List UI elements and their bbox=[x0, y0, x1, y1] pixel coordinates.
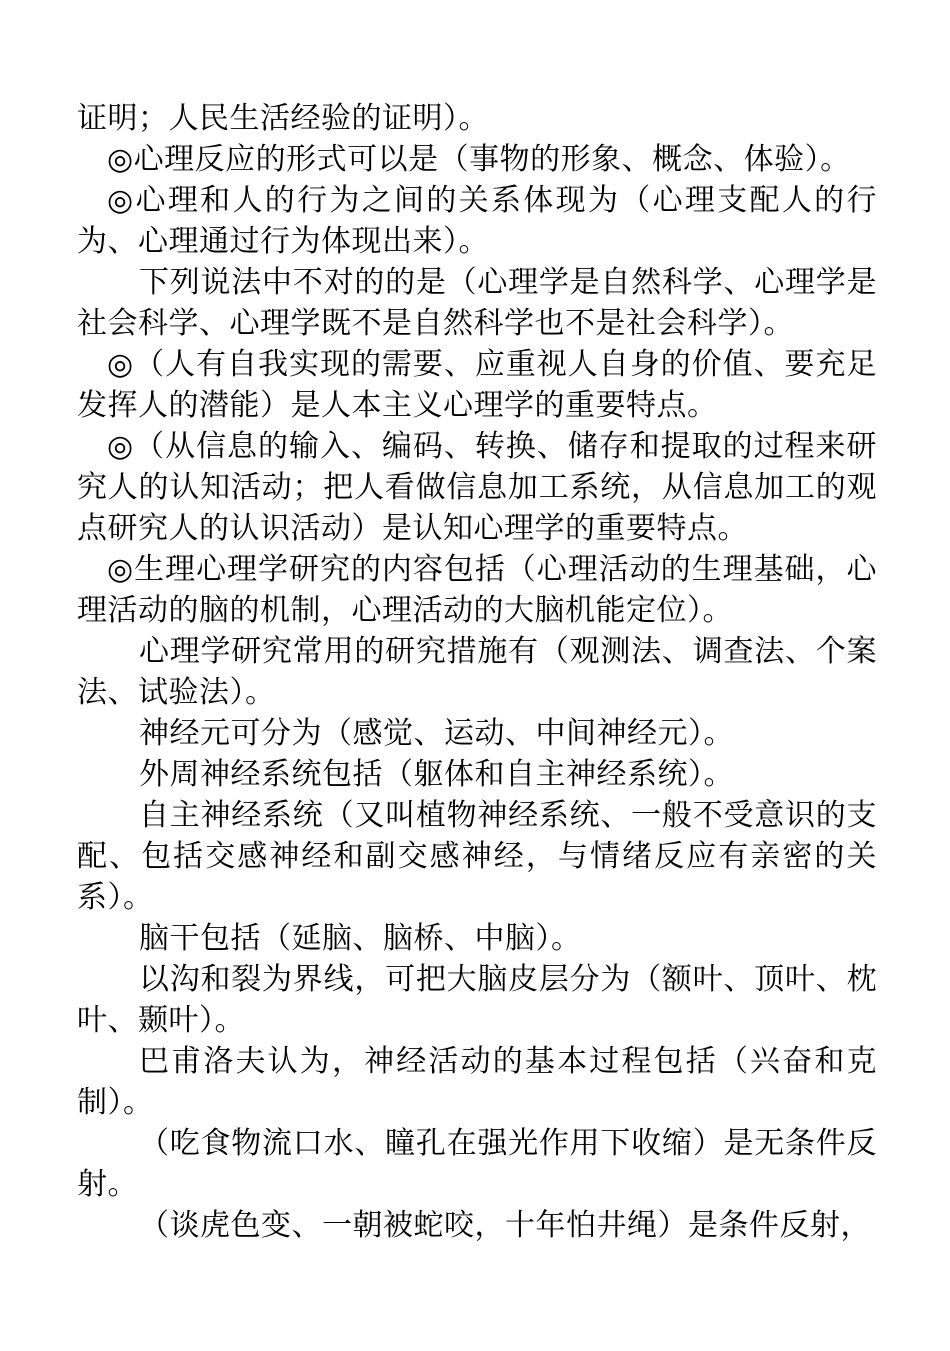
document-page bbox=[77, 98, 877, 1246]
paragraph-5: ◎（人有自我实现的需要、应重视人自身的价值、要充足发挥人的潜能）是人本主义心理学的重要特点。 bbox=[77, 347, 877, 423]
paragraph-15: （吃食物流口水、瞳孔在强光作用下收缩）是无条件反射。 bbox=[77, 1126, 877, 1202]
paragraph-13: 以沟和裂为界线，可把大脑皮层分为（额叶、顶叶、枕叶、颞叶）。 bbox=[77, 962, 877, 1038]
paragraph-12: 脑干包括（延脑、脑桥、中脑）。 bbox=[139, 921, 582, 956]
paragraph-9: 神经元可分为（感觉、运动、中间神经元）。 bbox=[139, 716, 734, 751]
paragraph-2: ◎心理反应的形式可以是（事物的形象、概念、体验）。 bbox=[107, 142, 851, 177]
paragraph-16: （谈虎色变、一朝被蛇咬，十年怕井绳）是条件反射， bbox=[139, 1208, 871, 1243]
paragraph-1: 证明；人民生活经验的证明）。 bbox=[77, 101, 489, 136]
paragraph-7: ◎生理心理学研究的内容包括（心理活动的生理基础，心理活动的脑的机制，心理活动的大脑机能定位）。 bbox=[77, 552, 877, 628]
paragraph-14: 巴甫洛夫认为，神经活动的基本过程包括（兴奋和克制）。 bbox=[77, 1044, 877, 1120]
paragraph-4: 下列说法中不对的的是（心理学是自然科学、心理学是社会科学、心理学既不是自然科学也不是社会科学）。 bbox=[77, 265, 877, 341]
paragraph-10: 外周神经系统包括（躯体和自主神经系统）。 bbox=[139, 757, 734, 792]
paragraph-6: ◎（从信息的输入、编码、转换、储存和提取的过程来研究人的认知活动；把人看做信息加工系统，从信息加工的观点研究人的认识活动）是认知心理学的重要特点。 bbox=[77, 429, 877, 546]
paragraph-3: ◎心理和人的行为之间的关系体现为（心理支配人的行为、心理通过行为体现出来）。 bbox=[77, 183, 877, 259]
paragraph-11: 自主神经系统（又叫植物神经系统、一般不受意识的支配、包括交感神经和副交感神经，与情绪反应有亲密的关系）。 bbox=[77, 798, 877, 915]
paragraph-8: 心理学研究常用的研究措施有（观测法、调查法、个案法、试验法）。 bbox=[77, 634, 877, 710]
